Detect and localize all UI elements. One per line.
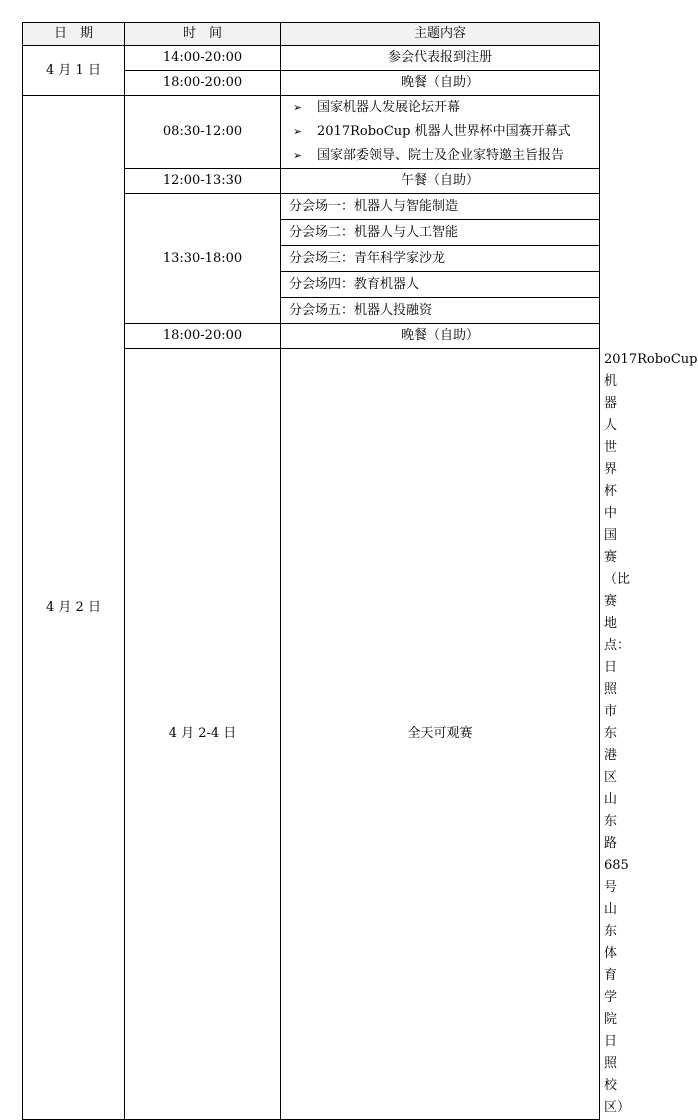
content-cell: 参会代表报到注册: [281, 46, 600, 71]
schedule-table-frame: [22, 22, 698, 1120]
time-cell: 13:30-18:00: [125, 194, 281, 324]
list-item: [289, 144, 595, 168]
list-item: [289, 120, 595, 144]
list-item-text: 国家机器人发展论坛开幕: [317, 100, 461, 115]
header-content: 主题内容: [281, 23, 600, 46]
time-cell: 18:00-20:00: [125, 71, 281, 96]
time-cell: 14:00-20:00: [125, 46, 281, 71]
header-time: 时 间: [125, 23, 281, 46]
content-cell: 分会场四：教育机器人: [281, 272, 600, 298]
time-cell: 全天可观赛: [281, 349, 600, 1120]
content-cell: 晚餐（自助）: [281, 71, 600, 96]
header-row: [23, 23, 600, 46]
table-row: 4 月 2-4 日 全天可观赛 2017RoboCup 机器人世界杯中国赛 （比赛地点：日照市东港区山东路 685 号 山东体育学院日照校区）: [23, 349, 600, 1120]
table-row: [23, 46, 600, 71]
content-cell: 分会场一：机器人与智能制造: [281, 194, 600, 220]
date-cell-day2: 4 月 2 日: [23, 96, 125, 1120]
list-item-text: 2017RoboCup 机器人世界杯中国赛开幕式: [317, 124, 571, 139]
content-cell: 分会场五：机器人投融资: [281, 298, 600, 324]
time-cell: 18:00-20:00: [125, 324, 281, 349]
arrow-bullet-icon: ➢: [293, 149, 303, 162]
schedule-table: [22, 22, 698, 1120]
table-row: [23, 96, 600, 169]
date-cell-day3: 4 月 2-4 日: [125, 349, 281, 1120]
time-cell: 08:30-12:00: [125, 96, 281, 169]
list-item: [289, 96, 595, 120]
content-cell: 午餐（自助）: [281, 169, 600, 194]
header-date: 日 期: [23, 23, 125, 46]
date-cell-day1: 4 月 1 日: [23, 46, 125, 96]
arrow-bullet-icon: ➢: [293, 125, 303, 138]
content-cell: 分会场二：机器人与人工智能: [281, 220, 600, 246]
arrow-bullet-icon: ➢: [293, 101, 303, 114]
content-cell: 分会场三：青年科学家沙龙: [281, 246, 600, 272]
time-cell: 12:00-13:30: [125, 169, 281, 194]
content-cell: 晚餐（自助）: [281, 324, 600, 349]
list-item-text: 国家部委领导、院士及企业家特邀主旨报告: [317, 148, 565, 163]
content-cell-bullets: [281, 96, 600, 169]
